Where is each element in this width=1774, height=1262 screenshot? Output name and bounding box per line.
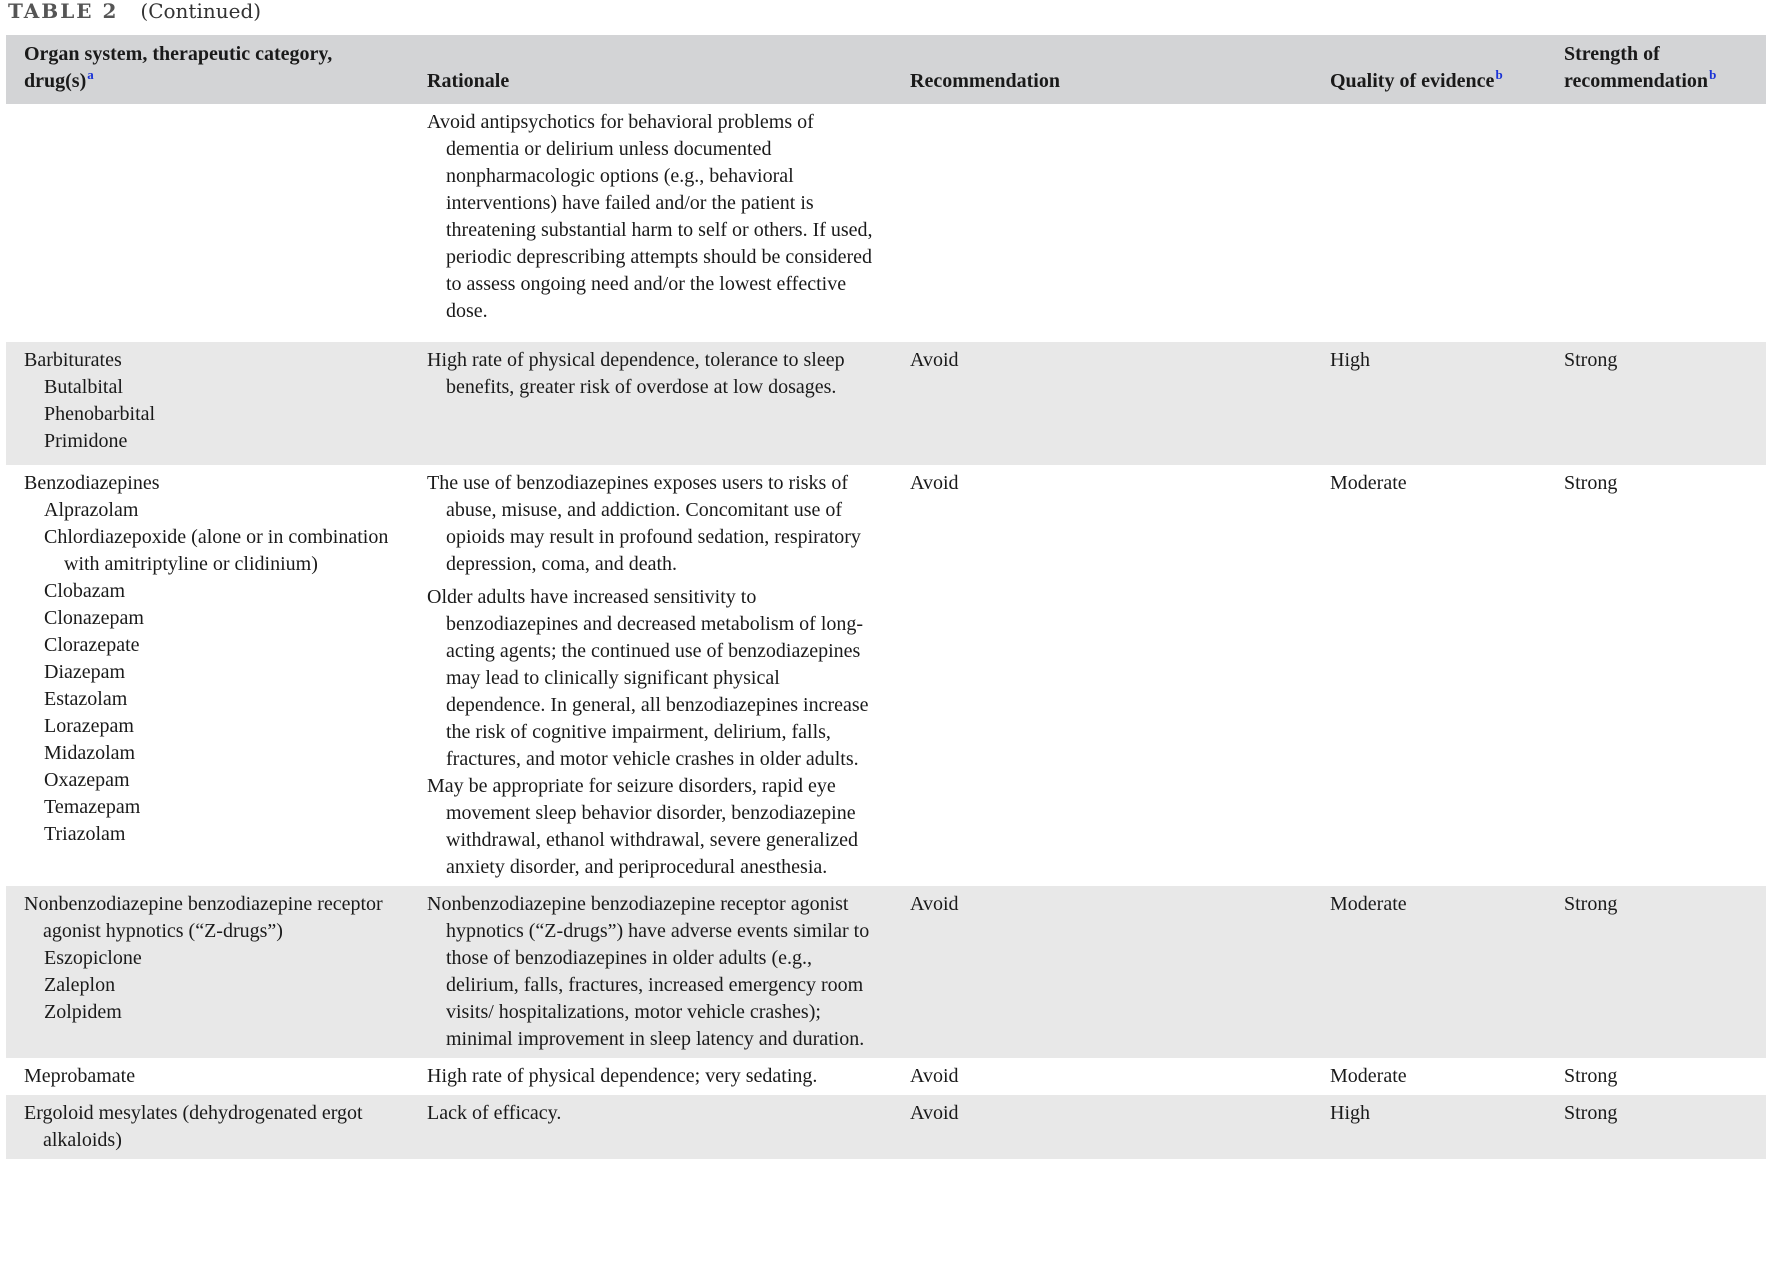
strength-value: Strong — [1564, 893, 1618, 915]
rationale-cell — [409, 1058, 892, 1095]
footnote-marker-b: b — [1709, 67, 1717, 82]
quality-value: High — [1330, 1102, 1370, 1124]
table-continued-note: (Continued) — [140, 0, 262, 23]
drug-name: Eszopiclone — [44, 947, 142, 969]
rationale-text: High rate of physical dependence, tolerance to sleep benefits, greater risk of overdose at low dosages. — [427, 349, 845, 398]
table-caption — [8, 0, 261, 22]
quality-value: Moderate — [1330, 472, 1407, 494]
rationale-cell — [409, 886, 892, 1058]
drug-cell — [6, 342, 409, 465]
recommendation-value: Avoid — [910, 893, 959, 915]
drug-name: Oxazepam — [44, 769, 130, 791]
rationale-cell — [409, 104, 892, 342]
strength-cell — [1546, 342, 1766, 465]
recommendation-cell — [892, 1058, 1312, 1095]
rationale-text: High rate of physical dependence; very sedating. — [427, 1065, 818, 1087]
recommendation-cell — [892, 1095, 1312, 1159]
drug-category: Nonbenzodiazepine benzodiazepine receptor agonist hypnotics (“Z-drugs”) — [24, 893, 383, 942]
drug-name: Zolpidem — [44, 1001, 122, 1023]
header-rationale: Rationale — [427, 70, 510, 92]
drug-name: Clobazam — [44, 580, 126, 602]
strength-cell — [1546, 1095, 1766, 1159]
strength-cell — [1546, 1058, 1766, 1095]
strength-value: Strong — [1564, 1102, 1618, 1124]
strength-cell — [1546, 886, 1766, 1058]
table-row — [6, 1095, 1766, 1159]
recommendation-cell — [892, 465, 1312, 886]
drug-category: Meprobamate — [24, 1065, 136, 1087]
table-row — [6, 465, 1766, 886]
drug-name: Phenobarbital — [44, 403, 156, 425]
rationale-text: Nonbenzodiazepine benzodiazepine receptor agonist hypnotics (“Z-drugs”) have adverse events similar to those of benzodiazepines in older adults (e.g., delirium, falls, fractures, increased emergency room visits/ hospitalizations, motor vehicle crashes); minimal improvement in sleep latency and duration. — [427, 893, 870, 1050]
table-label: TABLE 2 — [8, 0, 119, 23]
drug-category: Benzodiazepines — [24, 472, 160, 494]
strength-cell — [1546, 104, 1766, 342]
table-body — [6, 104, 1766, 1159]
rationale-cell — [409, 1095, 892, 1159]
drug-cell — [6, 1058, 409, 1095]
table-row — [6, 342, 1766, 465]
recommendation-value: Avoid — [910, 472, 959, 494]
drug-name: Estazolam — [44, 688, 128, 710]
strength-value: Strong — [1564, 349, 1618, 371]
footnote-marker-b: b — [1495, 67, 1503, 82]
quality-cell — [1312, 1058, 1546, 1095]
rationale-text: The use of benzodiazepines exposes users to risks of abuse, misuse, and addiction. Concomitant use of opioids may result in profound sedation, respiratory depression, coma, and death. — [427, 472, 861, 575]
header-recommendation: Recommendation — [910, 70, 1060, 92]
recommendation-cell — [892, 342, 1312, 465]
strength-value: Strong — [1564, 1065, 1618, 1087]
drug-name: Triazolam — [44, 823, 126, 845]
quality-value: Moderate — [1330, 1065, 1407, 1087]
strength-value: Strong — [1564, 472, 1618, 494]
quality-value: High — [1330, 349, 1370, 371]
drug-cell — [6, 1095, 409, 1159]
quality-cell — [1312, 342, 1546, 465]
drug-name: Zaleplon — [44, 974, 116, 996]
header-drug: Organ system, therapeutic category, drug(s)$^a$ — [24, 43, 333, 92]
quality-value: Moderate — [1330, 893, 1407, 915]
drug-name: Butalbital — [44, 376, 123, 398]
drug-name: Clorazepate — [44, 634, 140, 656]
drug-name: Lorazepam — [44, 715, 134, 737]
drug-name: Temazepam — [44, 796, 141, 818]
header-quality: Quality of evidence$^b$ — [1330, 67, 1503, 92]
table-row — [6, 886, 1766, 1058]
recommendation-value: Avoid — [910, 1102, 959, 1124]
table-row — [6, 1058, 1766, 1095]
rationale-text: Avoid antipsychotics for behavioral problems of dementia or delirium unless documented nonpharmacologic options (e.g., behavioral interventions) have failed and/or the patient is threatening substantial harm to self or others. If used, periodic deprescribing attempts should be considered to assess ongoing need and/or the lowest effective dose. — [427, 111, 873, 322]
recommendation-cell — [892, 886, 1312, 1058]
header-row — [6, 35, 1766, 104]
drug-name: Clonazepam — [44, 607, 144, 629]
drug-cell — [6, 465, 409, 886]
rationale-text: May be appropriate for seizure disorders, rapid eye movement sleep behavior disorder, benzodiazepine withdrawal, ethanol withdrawal, severe generalized anxiety disorder, and periprocedural anesthesia. — [427, 775, 859, 878]
strength-cell — [1546, 465, 1766, 886]
drug-name: Midazolam — [44, 742, 136, 764]
quality-cell — [1312, 104, 1546, 342]
recommendation-value: Avoid — [910, 349, 959, 371]
recommendation-value: Avoid — [910, 1065, 959, 1087]
drug-name: Alprazolam — [44, 499, 139, 521]
table-header — [6, 35, 1766, 104]
drug-name: Primidone — [44, 430, 128, 452]
rationale-cell — [409, 465, 892, 886]
drug-name: Diazepam — [44, 661, 126, 683]
quality-cell — [1312, 465, 1546, 886]
recommendation-cell — [892, 104, 1312, 342]
table-row — [6, 104, 1766, 342]
rationale-text: Lack of efficacy. — [427, 1102, 562, 1124]
quality-cell — [1312, 1095, 1546, 1159]
rationale-text: Older adults have increased sensitivity to benzodiazepines and decreased metabolism of long-acting agents; the continued use of benzodiazepines may lead to clinically significant physical dependence. In general, all benzodiazepines increase the risk of cognitive impairment, delirium, falls, fractures, and motor vehicle crashes in older adults. — [427, 586, 869, 770]
rationale-cell — [409, 342, 892, 465]
drug-name: Chlordiazepoxide (alone or in combination with amitriptyline or clidinium) — [44, 526, 389, 575]
quality-cell — [1312, 886, 1546, 1058]
drug-category: Barbiturates — [24, 349, 122, 371]
guideline-table — [6, 35, 1766, 1159]
drug-category: Ergoloid mesylates (dehydrogenated ergot alkaloids) — [24, 1102, 363, 1151]
drug-cell — [6, 886, 409, 1058]
footnote-marker-a: a — [87, 67, 94, 82]
drug-cell — [6, 104, 409, 342]
header-strength: Strength of recommendation$^b$ — [1564, 43, 1717, 92]
